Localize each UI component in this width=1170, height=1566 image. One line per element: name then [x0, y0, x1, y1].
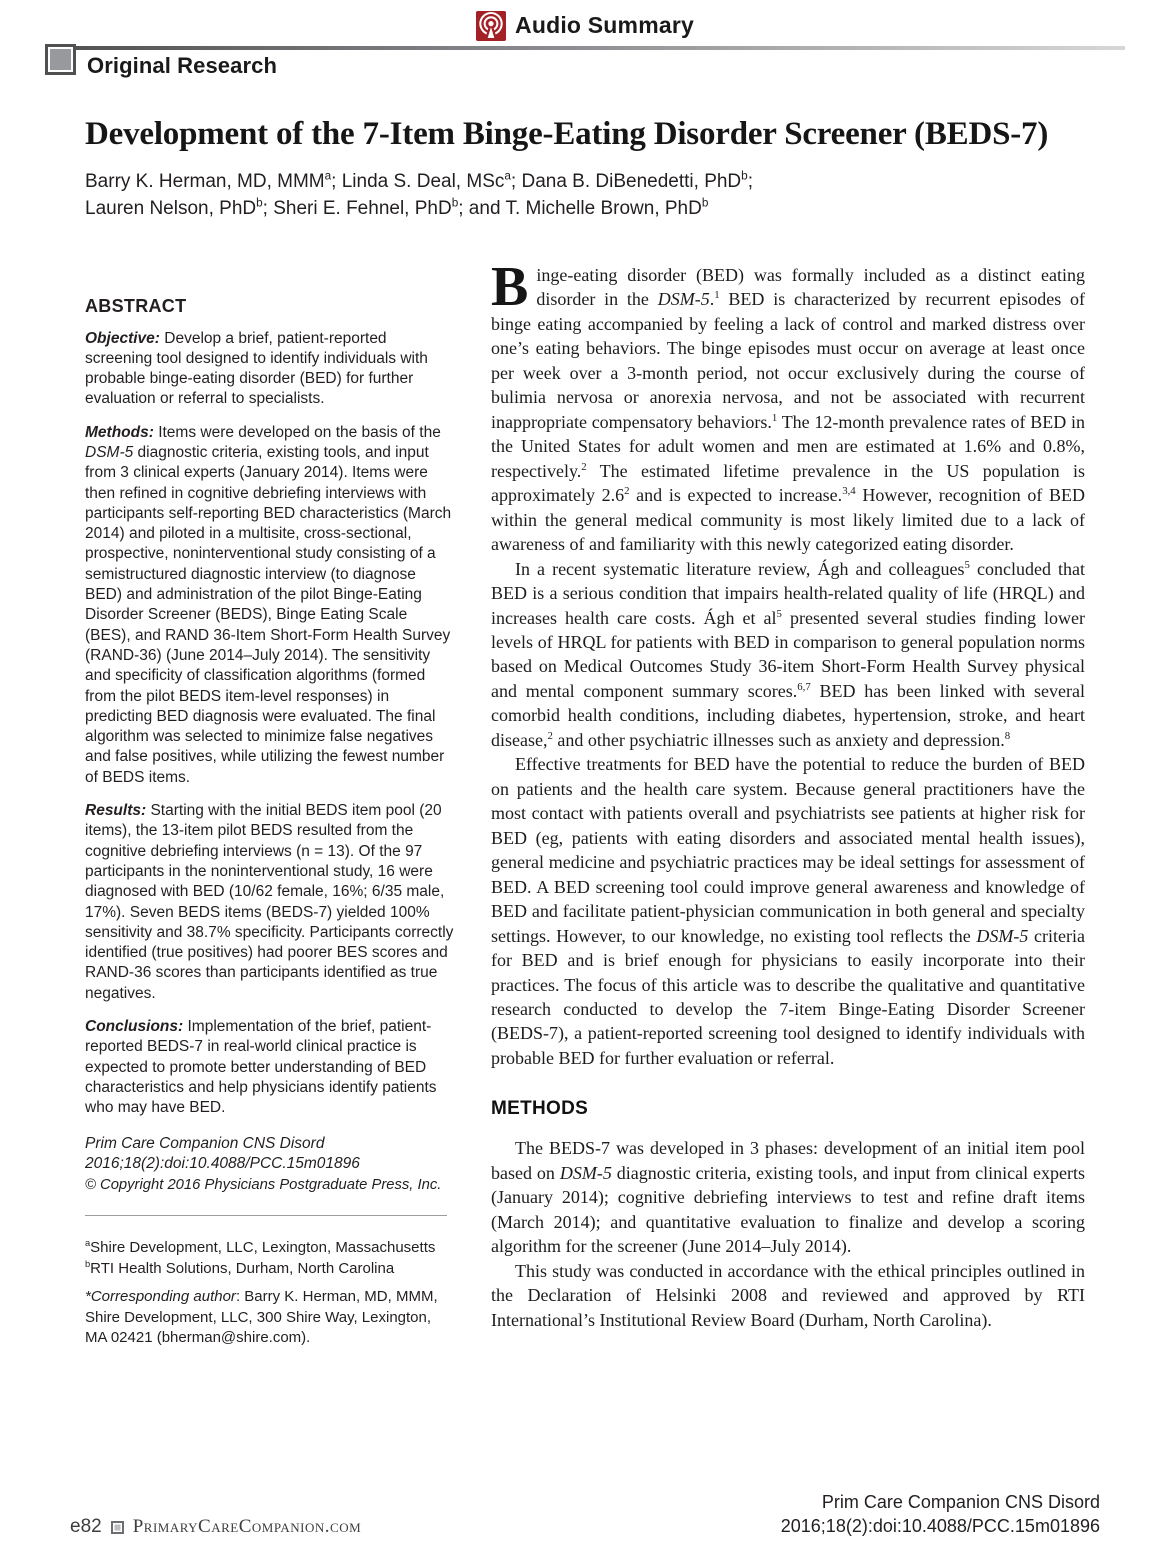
corresponding-author: *Corresponding author: Barry K. Herman, MD, MMM, Shire Development, LLC, 300 Shire Way, Lexington, MA 02421 (bherman@shire.com). — [85, 1288, 438, 1347]
abstract-methods-text: Items were developed on the basis of the DSM-5 diagnostic criteria, existing tools, and input from 3 clinical experts (January 2014). Items were then refined in cognitive debriefing interviews with participants self-reporting BED characteristics (March 2014) and piloted in a multisite, cross-sectional, prospective, noninterventional study consisting of a semistructured diagnostic interview (to diagnose BED) and administration of the pilot Binge-Eating Disorder Screener (BEDS), Binge Eating Scale (BES), and RAND 36-Item Short-Form Health Survey (RAND-36) (June 2014–July 2014). The sensitivity and specificity of classification algorithms (formed from the pilot BEDS item-level responses) in predicting BED diagnosis were evaluated. The final algorithm was selected to minimize false negatives and false positives, while utilizing the fewest number of BEDS items. — [85, 423, 452, 786]
abstract-column — [85, 263, 455, 1348]
body-paragraph-3: Effective treatments for BED have the potential to reduce the burden of BED on patients and the health care system. Because general practitioners have the most contact with patients overall and psychiatrists see patients at higher risk for BED (eg, patients with eating disorders and associated mental health issues), general medicine and psychiatric practices may be ideal settings for assessment of BED. A BED screening tool could improve general awareness and knowledge of BED and facilitate patient-physician communication in both general and specialty settings. However, to our knowledge, no existing tool reflects the DSM-5 criteria for BED and is brief enough for physicians to easily incorporate into their practices. The focus of this article was to describe the qualitative and quantitative research conducted to develop the 7-item Binge-Eating Disorder Screener (BEDS-7), a patient-reported screening tool designed to identify individuals with probable BED for further evaluation or referral. — [491, 754, 1085, 1068]
dropcap: B — [491, 255, 529, 318]
footer-left — [70, 1516, 361, 1538]
footer-site-link[interactable]: PrimaryCareCompanion.com — [132, 1516, 362, 1537]
section-head — [45, 46, 1125, 90]
audio-summary-icon — [476, 11, 506, 41]
footer-journal-line-2: 2016;18(2):doi:10.4088/PCC.15m01896 — [780, 1515, 1100, 1536]
affiliations — [85, 1238, 455, 1279]
abstract-methods — [85, 423, 455, 788]
footer-marker-icon — [111, 1521, 124, 1534]
copyright-line: © Copyright 2016 Physicians Postgraduate Press, Inc. — [85, 1177, 442, 1194]
abstract-methods-label: Methods: — [85, 423, 154, 441]
citation-line-1: Prim Care Companion CNS Disord — [85, 1134, 325, 1152]
abstract-objective-label: Objective: — [85, 329, 160, 347]
journal-citation — [85, 1134, 455, 1175]
methods-paragraph-2: This study was conducted in accordance with the ethical principles outlined in the Declaration of Helsinki 2008 and reviewed and approved by RTI International’s Institutional Review Board (Durham, North Carolina). — [491, 1260, 1085, 1330]
body-paragraph-2: In a recent systematic literature review, Ágh and colleagues$^5$ concluded that BED is a serious condition that impairs health-related quality of life (HRQL) and increases health care costs. Ágh et $al^5$ presented several studies finding lower levels of HRQL for patients with BED in comparison to general population norms based on Medical Outcomes Study 36-item Short-Form Health Survey physical and mental component summary scores.$^{6,7}$ BED has been linked with several comorbid health conditions, including diabetes, hypertension, stroke, and heart disease,$^2$ and other psychiatric illnesses such as anxiety and depression.$^8$ — [491, 558, 1085, 750]
abstract-objective — [85, 329, 455, 410]
body-column — [491, 255, 1085, 1348]
methods-paragraph-1: The BEDS-7 was developed in 3 phases: development of an initial item pool based on DSM-5 diagnostic criteria, existing tools, and input from clinical experts (January 2014); cognitive debriefing interviews to test and refine draft items (March 2014); and quantitative evaluation to finalize and develop a scoring algorithm for the screener (June 2014–July 2014). — [491, 1138, 1085, 1257]
abstract-heading: ABSTRACT — [85, 295, 187, 316]
author-list — [85, 169, 1085, 223]
abstract-conclusions — [85, 1017, 455, 1118]
abstract-objective-text: Develop a brief, patient-reported screening tool designed to identify individuals with probable binge-eating disorder (BED) for further evaluation or referral to specialists. — [85, 329, 428, 408]
abstract-results — [85, 801, 455, 1004]
audio-summary-badge[interactable] — [0, 0, 1170, 44]
body-paragraph-1-text: inge-eating disorder (BED) was formally included as a distinct eating disorder in the DSM-5.$^1$ BED is characterized by recurrent episodes of binge eating accompanied by feeling a lack of control and marked distress over one’s eating behaviors. The binge episodes must occur on average at least once per week over a 3-month period, not occur exclusively during the course of bulimia nervosa or anorexia nervosa, and not be associated with recurrent inappropriate compensatory behaviors.$^1$ The 12-month prevalence rates of BED in the United States for adult women and men are estimated at 1.6% and 0.8%, respectively.$^2$ The estimated lifetime prevalence in the US population is approximately $2.6^2$ and is expected to increase.$^{3,4}$ However, recognition of BED within the general medical community is most likely limited due to a lack of awareness of and familiarity with this newly categorized eating disorder. — [491, 264, 1085, 555]
content-columns — [85, 255, 1085, 1348]
abstract-conclusions-label: Conclusions: — [85, 1018, 184, 1036]
author-line-1: Barry K. Herman, MD, MMM$^a$; Linda S. Deal, MSc$^a$; Dana B. DiBenedetti, PhD$^b$; — [85, 169, 753, 192]
footer-journal-line-1: Prim Care Companion CNS Disord — [821, 1492, 1100, 1513]
article-title: Development of the 7-Item Binge-Eating Disorder Screener (BEDS-7) — [85, 116, 1049, 152]
methods-heading: METHODS — [491, 1098, 589, 1120]
abstract-conclusions-text: Implementation of the brief, patient-reported BEDS-7 in real-world clinical practice is expected to promote better understanding of BED characteristics and help physicians identify patients who may have BED. — [85, 1018, 437, 1117]
author-line-2: Lauren Nelson, PhD$^b$; Sheri E. Fehnel, PhD$^b$; and T. Michelle Brown, PhD$^b$ — [85, 196, 709, 219]
citation-line-2: 2016;18(2):doi:10.4088/PCC.15m01896 — [85, 1154, 360, 1172]
section-label: Original Research — [87, 53, 277, 78]
abstract-divider — [85, 1215, 447, 1216]
title-block — [85, 116, 1085, 223]
page-number: e82 — [70, 1516, 102, 1537]
section-marker-square — [45, 44, 76, 75]
footer-journal-info — [781, 1491, 1100, 1538]
page-footer — [70, 1491, 1100, 1538]
section-divider-bar — [45, 46, 1125, 50]
body-paragraph-1 — [491, 255, 1085, 557]
audio-summary-label: Audio Summary — [515, 12, 694, 38]
affiliation-a: $^a$Shire Development, LLC, Lexington, Massachusetts — [85, 1238, 436, 1257]
abstract-results-text: Starting with the initial BEDS item pool (20 items), the 13-item pilot BEDS resulted from the cognitive debriefing interviews (n = 13). Of the 97 participants in the noninterventional study, 16 were diagnosed with BED (10/62 female, 16%; 6/35 male, 17%). Seven BEDS items (BEDS-7) yielded 100% sensitivity and 38.7% specificity. Participants correctly identified (true positives) had poorer BES scores and RAND-36 scores than participants identified as true negatives. — [85, 802, 454, 1002]
affiliation-b: $^b$RTI Health Solutions, Durham, North Carolina — [85, 1258, 395, 1277]
abstract-results-label: Results: — [85, 802, 147, 820]
